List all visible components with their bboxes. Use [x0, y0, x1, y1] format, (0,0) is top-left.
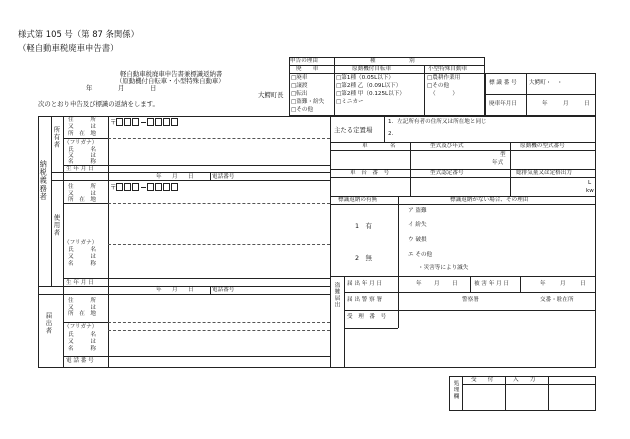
report-year: 年	[416, 281, 422, 287]
owner-name-l1: 氏 名	[68, 147, 96, 153]
reason-option-other[interactable]: □その他	[291, 107, 314, 113]
owner-name-l3: 名 称	[68, 159, 96, 165]
owner-name-l2: 又 は	[68, 153, 96, 159]
special-farming[interactable]: □農耕作業用	[427, 75, 461, 81]
reason-lost[interactable]: イ 紛失	[408, 222, 427, 228]
scrap-day: 日	[584, 101, 590, 107]
special-header: 小型特殊自動車	[428, 66, 468, 72]
owner-furigana-label: （フリガナ）	[64, 140, 98, 146]
return-reason-label: 標識返納がない場合、その理由	[450, 197, 529, 203]
owner-birth-year: 年	[156, 174, 162, 180]
form-number: 様式第 105 号（第 87 条関係）	[18, 29, 140, 39]
user-name-l3: 名 称	[68, 261, 96, 267]
filer-address-l3: 所 在 地	[68, 311, 96, 317]
report-date-label: 届 出 年 月 日	[347, 281, 383, 287]
filer-name-l2: 又 は	[68, 339, 96, 345]
user-furigana-label: （フリガナ）	[64, 240, 98, 246]
model-unit: 型	[500, 152, 506, 158]
vehicle-model-label: 型式及び年式	[430, 143, 464, 149]
user-name-l1: 氏 名	[68, 247, 96, 253]
postal-mark-icon: 〒	[110, 118, 117, 126]
chassis-label: 車 台 番 号	[350, 170, 390, 176]
filer-name-l3: 名 称	[68, 346, 96, 352]
owner-birth-label: 生 年 月 日	[66, 166, 94, 172]
filer-phone-label: 電 話 番 号	[66, 358, 94, 364]
return-no[interactable]: 2 無	[355, 254, 372, 262]
date-month-label: 月	[118, 84, 125, 92]
date-day-label: 日	[150, 84, 157, 92]
moped-class2a[interactable]: □第2種 甲（0.125L以下）	[336, 91, 405, 97]
type-header: 種 別	[370, 58, 415, 64]
filer-address-l2: 又 は	[68, 305, 96, 311]
reason-option-moveout[interactable]: □転出	[291, 91, 308, 97]
capacity-unit-kw: kw	[586, 188, 594, 194]
capacity-label: 総排気量又は定格出力	[516, 170, 572, 176]
model-year-unit: 年式	[492, 160, 504, 166]
owner-birth-month: 月	[172, 174, 178, 180]
storage-label: 主たる定置場	[334, 126, 373, 134]
moped-class2b[interactable]: □第2種 乙（0.09L以下）	[336, 83, 402, 89]
moped-minicar[interactable]: □ミニカー	[336, 99, 364, 105]
filer-name-l1: 氏 名	[68, 332, 96, 338]
koban-label: 交番・駐在所	[540, 297, 574, 303]
taxpayer-title: 納税義務者	[39, 160, 49, 201]
owner-phone-label: 電話番号	[212, 174, 235, 180]
capacity-unit-l: L	[588, 180, 592, 186]
user-address-l2: 又 は	[68, 191, 96, 197]
moped-header: 原動機付自転車	[352, 66, 392, 72]
owner-address-l2: 又 は	[68, 124, 96, 130]
scrap-year: 年	[542, 101, 548, 107]
form-subtitle: （軽自動車税廃車申告書）	[18, 43, 119, 53]
reason-theft[interactable]: ア 盗難	[408, 208, 427, 214]
special-other[interactable]: □その他	[427, 83, 450, 89]
owner-label: 所有者	[52, 126, 61, 149]
storage-option2[interactable]: 2．	[388, 131, 398, 137]
receipt-number-label: 受 理 番 号	[347, 314, 387, 320]
vehicle-name-label: 車 名	[362, 143, 396, 149]
filer-title: 届出者	[44, 312, 53, 335]
return-yes[interactable]: 1 有	[355, 222, 372, 230]
damage-date-label: 被 害 年 月 日	[474, 281, 510, 287]
user-birth-year: 年	[156, 287, 162, 293]
reason-other[interactable]: エ その他	[408, 252, 433, 258]
filer-address-l1: 住 所	[68, 298, 96, 304]
scrap-date-label: 廃車年月日	[489, 101, 517, 107]
storage-option1[interactable]: 1．左記所有者の住所又は所在地と同じ	[388, 119, 487, 125]
owner-address-l3: 所 在 地	[68, 131, 96, 137]
theft-report-title: 盗難届出	[333, 282, 340, 309]
reason-sub-header: 廃 車	[296, 66, 319, 72]
processing-receipt: 受 付	[471, 377, 494, 383]
user-label: 使用者	[52, 214, 61, 237]
postal-mark-icon: 〒	[110, 183, 117, 191]
user-address-l3: 所 在 地	[68, 197, 96, 203]
scrap-month: 月	[563, 101, 569, 107]
police-label: 届 出 警 察 署	[347, 297, 383, 303]
report-month: 月	[434, 281, 440, 287]
plate-number-label: 標 識 番 号	[489, 80, 517, 86]
damage-month: 月	[560, 281, 566, 287]
reason-option-transfer[interactable]: □譲渡	[291, 83, 308, 89]
report-day: 日	[452, 281, 458, 287]
special-other-detail[interactable]: （ ）	[430, 91, 458, 97]
plate-number-value[interactable]: 大鰐町・ ・	[529, 80, 563, 86]
user-birth-month: 月	[172, 287, 178, 293]
form-title: 軽自動車税廃車申告書兼標識返納書	[120, 70, 223, 78]
user-name-l2: 又 は	[68, 254, 96, 260]
damage-day: 日	[580, 281, 586, 287]
user-birth-label: 生 年 月 日	[66, 280, 94, 286]
reason-option-theft[interactable]: □盗難・紛失	[291, 99, 325, 105]
processing-input: 入 力	[513, 377, 536, 383]
return-label: 標識返納の有無	[338, 197, 378, 203]
police-unit: 警察署	[462, 297, 479, 303]
engine-model-label: 原動機の型式番号	[520, 143, 565, 149]
reason-option-scrap[interactable]: □廃車	[291, 75, 308, 81]
user-postal[interactable]	[110, 183, 179, 191]
date-year-label: 年	[86, 84, 93, 92]
user-phone-label: 電話番号	[212, 287, 235, 293]
owner-birth-day: 日	[188, 174, 194, 180]
owner-postal[interactable]	[110, 118, 179, 126]
user-address-l1: 住 所	[68, 184, 96, 190]
cert-number-label: 型式認定番号	[430, 170, 464, 176]
processing-title: 処理欄	[452, 380, 459, 400]
mayor-label: 大鰐町長	[258, 91, 284, 99]
reason-header: 申告の理由	[290, 58, 318, 64]
damage-year: 年	[540, 281, 546, 287]
reason-disaster-note: ・災害等により滅失	[418, 265, 469, 271]
filer-furigana-label: （フリガナ）	[64, 324, 98, 330]
reason-damaged[interactable]: ウ 破損	[408, 237, 427, 243]
form-title-sub: （原動機付自転車・小型特殊自動車）	[116, 77, 225, 85]
owner-address-l1: 住 所	[68, 117, 96, 123]
user-birth-day: 日	[188, 287, 194, 293]
moped-class1[interactable]: □第1種（0.05L以下）	[336, 75, 394, 81]
declaration-text: 次のとおり申告及び標識の返納をします。	[38, 100, 159, 108]
